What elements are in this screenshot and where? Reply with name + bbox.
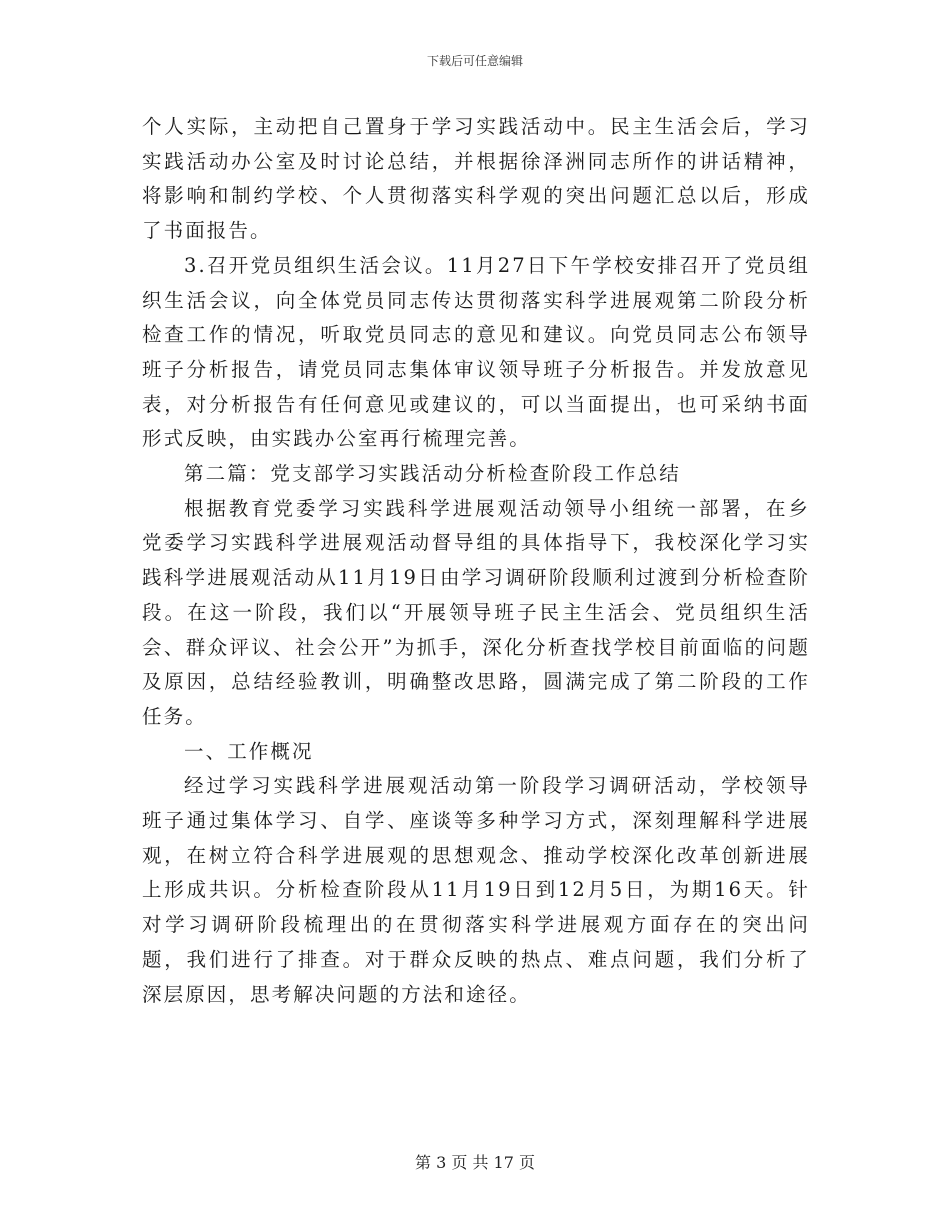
paragraph-intro: 根据教育党委学习实践科学进展观活动领导小组统一部署，在乡党委学习实践科学进展观活动督导组的具体指导下，我校深化学习实践科学进展观活动从11月19日由学习调研阶段顺利过渡到分析检查阶段。在这一阶段，我们以“开展领导班子民主生活会、党员组织生活会、群众评议、社会公开”为抓手，深化分析查找学校目前面临的问题及原因，总结经验教训，明确整改思路，圆满完成了第二阶段的工作任务。 — [142, 496, 810, 728]
paragraph-overview: 经过学习实践科学进展观活动第一阶段学习调研活动，学校领导班子通过集体学习、自学、座谈等多种学习方式，深刻理解科学进展观，在树立符合科学进展观的思想观念、推动学校深化改革创新进展上形成共识。分析检查阶段从11月19日到12月5日，为期16天。针对学习调研阶段梳理出的在贯彻落实科学进展观方面存在的突出问题，我们进行了排查。对于群众反映的热点、难点问题，我们分析了深层原因，思考解决问题的方法和途径。 — [142, 774, 810, 1006]
subsection-heading: 一、工作概况 — [184, 739, 314, 763]
document-body — [142, 110, 810, 1012]
page-header-note: 下载后可任意编辑 — [426, 54, 523, 68]
paragraph-party-meeting: 3.召开党员组织生活会议。11月27日下午学校安排召开了党员组织生活会议，向全体党员同志传达贯彻落实科学进展观第二阶段分析检查工作的情况，听取党员同志的意见和建议。向党员同志公布领导班子分析报告，请党员同志集体审议领导班子分析报告。并发放意见表，对分析报告有任何意见或建议的，可以当面提出，也可采纳书面形式反映，由实践办公室再行梳理完善。 — [142, 253, 810, 451]
paragraph-continuation: 个人实际，主动把自己置身于学习实践活动中。民主生活会后，学习实践活动办公室及时讨论总结，并根据徐泽洲同志所作的讲话精神，将影响和制约学校、个人贯彻落实科学观的突出问题汇总以后，形成了书面报告。 — [142, 115, 810, 243]
page-number: 第 3 页 共 17 页 — [415, 1153, 535, 1172]
section-title: 第二篇：党支部学习实践活动分析检查阶段工作总结 — [184, 462, 681, 486]
